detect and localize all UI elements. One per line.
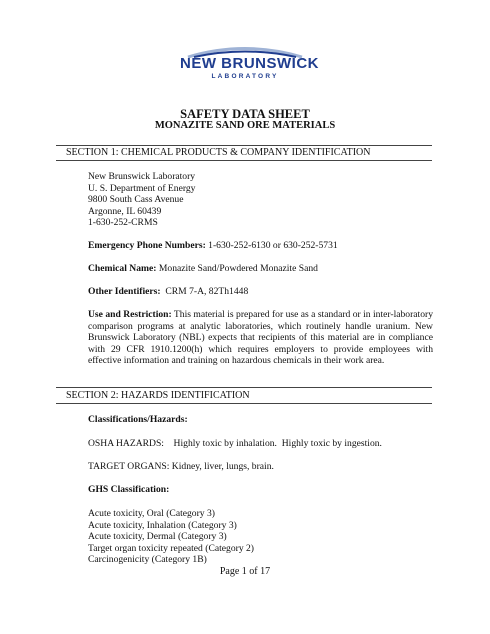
page-title: SAFETY DATA SHEET bbox=[180, 107, 310, 121]
emergency-label: Emergency Phone Numbers: bbox=[88, 240, 206, 251]
ghs-item: Acute toxicity, Dermal (Category 3) bbox=[88, 531, 227, 543]
ghs-label: GHS Classification: bbox=[88, 484, 170, 495]
emergency-value: 1-630-252-6130 or 630-252-5731 bbox=[205, 240, 338, 251]
use-label: Use and Restriction: bbox=[88, 309, 172, 320]
ghs-item: Target organ toxicity repeated (Category 2) bbox=[88, 542, 255, 554]
page-subtitle: MONAZITE SAND ORE MATERIALS bbox=[154, 120, 336, 131]
target-organs: TARGET ORGANS: Kidney, liver, lungs, brain. bbox=[88, 461, 274, 472]
logo-name: NEW BRUNSWICK bbox=[180, 55, 319, 72]
ghs-item: Acute toxicity, Inhalation (Category 3) bbox=[88, 519, 237, 531]
chemical-label: Chemical Name: bbox=[88, 263, 157, 274]
section1-heading: SECTION 1: CHEMICAL PRODUCTS & COMPANY IDENTIFICATION bbox=[66, 147, 371, 158]
ghs-item: Acute toxicity, Oral (Category 3) bbox=[88, 508, 215, 519]
other-value: CRM 7-A, 82Th1448 bbox=[160, 286, 249, 297]
section2-bottom-rule bbox=[56, 403, 432, 404]
chemical-name bbox=[88, 263, 433, 275]
osha-hazards: OSHA HAZARDS: Highly toxic by inhalation. Highly toxic by ingestion. bbox=[88, 438, 382, 449]
page-number: Page 1 of 17 bbox=[219, 566, 271, 577]
ghs-item: Carcinogenicity (Category 1B) bbox=[88, 554, 207, 566]
classifications-label: Classifications/Hazards: bbox=[88, 414, 188, 425]
ghs-list bbox=[88, 508, 433, 566]
address-line: Argonne, IL 60439 bbox=[88, 205, 162, 217]
address-line: U. S. Department of Energy bbox=[88, 182, 196, 194]
nbl-logo bbox=[180, 44, 319, 84]
address-line: 1-630-252-CRMS bbox=[88, 217, 158, 229]
logo-subname: LABORATORY bbox=[211, 73, 279, 80]
classifications-heading bbox=[88, 414, 433, 426]
chemical-value: Monazite Sand/Powdered Monazite Sand bbox=[156, 263, 318, 274]
section2-top-rule bbox=[56, 387, 432, 388]
section2-heading: SECTION 2: HAZARDS IDENTIFICATION bbox=[66, 390, 250, 401]
address-line: New Brunswick Laboratory bbox=[88, 171, 196, 182]
ghs-heading bbox=[88, 484, 433, 496]
section1-top-rule bbox=[56, 145, 432, 146]
use-restriction bbox=[88, 309, 433, 367]
other-label: Other Identifiers: bbox=[88, 286, 161, 297]
emergency-phone bbox=[88, 240, 433, 252]
use-value: This material is prepared for use as a standard or in inter-laboratory comparison programs at analytic laboratories, which routinely handle uranium. New Brunswick Laboratory (NBL) expects that recipients of this material are in compliance with 29 CFR 1910.1200(h) which requires employers to provide employees with effective information and training on hazardous chemicals in their work area. bbox=[88, 309, 434, 367]
section1-bottom-rule bbox=[56, 160, 432, 161]
other-identifiers bbox=[88, 286, 433, 298]
company-address bbox=[88, 171, 433, 229]
address-line: 9800 South Cass Avenue bbox=[88, 194, 184, 206]
